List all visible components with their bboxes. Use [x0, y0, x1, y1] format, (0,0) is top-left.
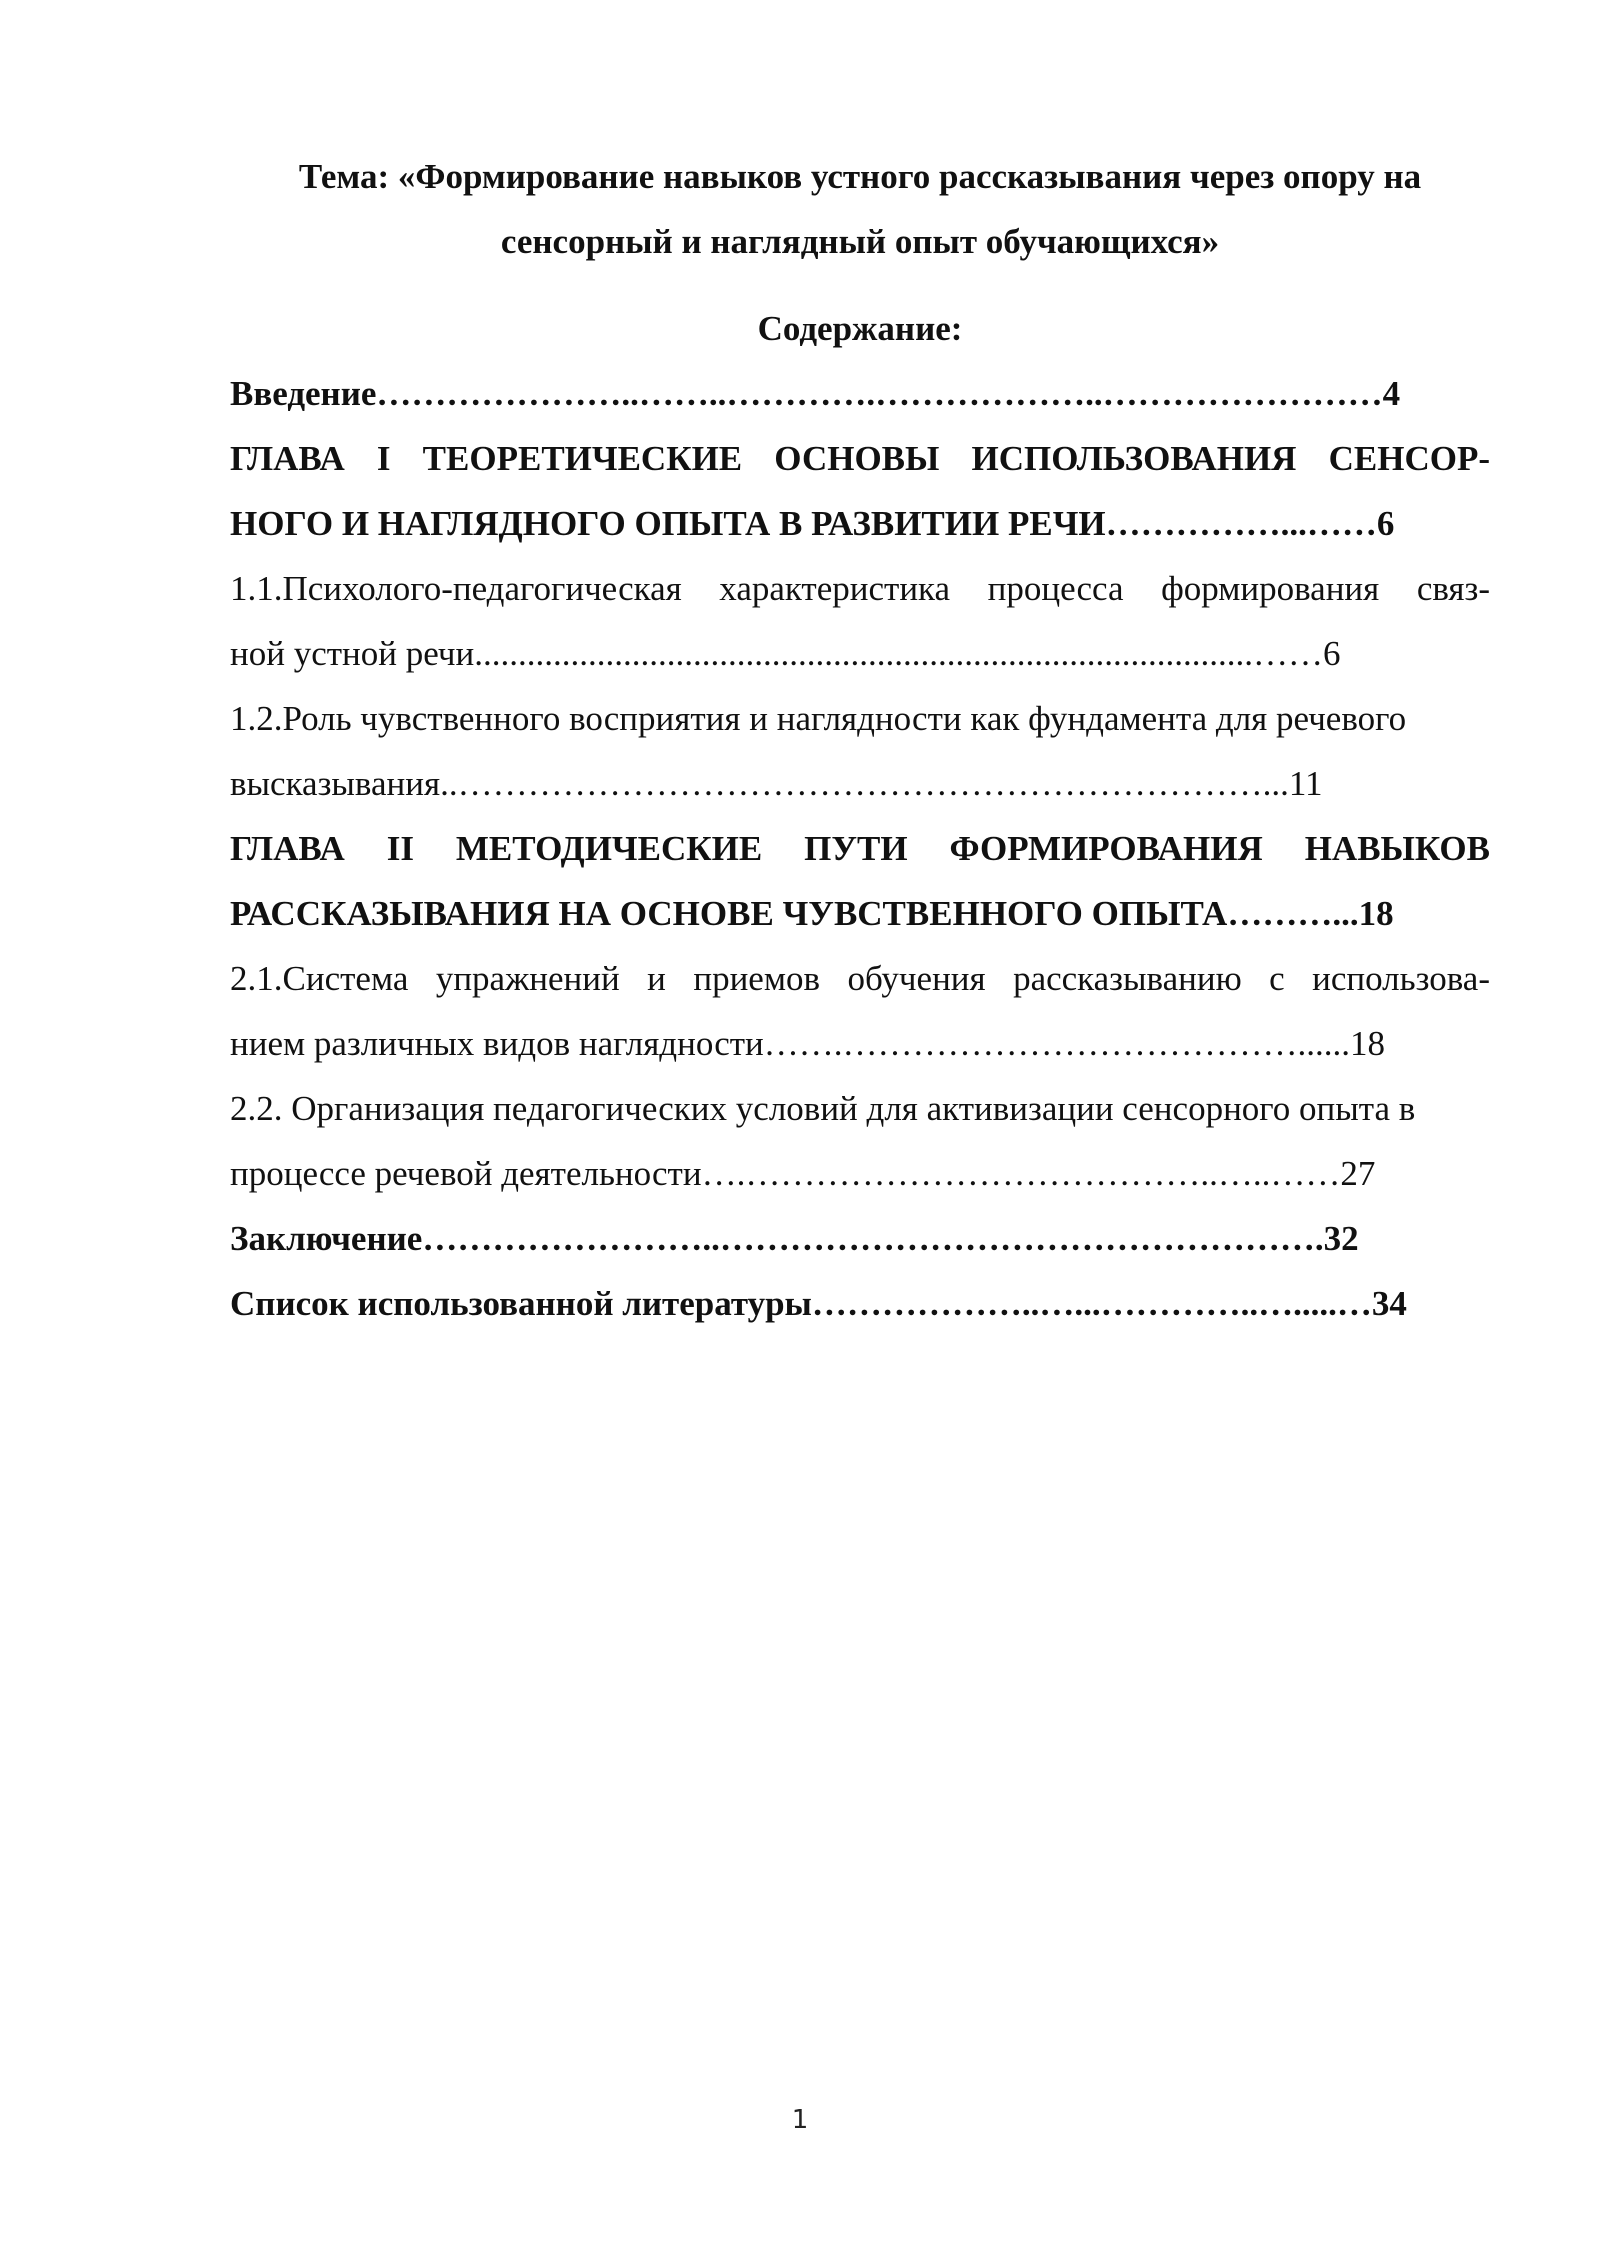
toc-entry-introduction: Введение…………………..……..………….………………..……………………4	[230, 374, 1401, 413]
toc-entry-section-2-1-line-2: нием различных видов наглядности…….…………………………………......18	[230, 1024, 1386, 1063]
toc-entry-chapter-2-line-2: РАССКАЗЫВАНИЯ НА ОСНОВЕ ЧУВСТВЕННОГО ОПЫТА………...18	[230, 894, 1394, 933]
document-topic	[230, 144, 1490, 274]
topic-line-2: сенсорный и наглядный опыт обучающихся»	[500, 222, 1220, 261]
toc-entry-section-2-2-line-2: процессе речевой деятельности….…………………………………..…..……27	[230, 1154, 1376, 1193]
toc-heading: Содержание:	[757, 309, 963, 348]
toc-entry-bibliography: Список использованной литературы………………..…...…………..….....…34	[230, 1284, 1407, 1323]
table-of-contents	[230, 361, 1490, 1336]
toc-entry-section-1-1-line-1: 1.1.Психолого-педагогическая характеристика процесса формирования связ-	[230, 569, 1490, 608]
toc-entry-section-2-1-line-1: 2.1.Система упражнений и приемов обучения рассказыванию с использова-	[230, 959, 1490, 998]
toc-entry-chapter-1-line-1: ГЛАВА I ТЕОРЕТИЧЕСКИЕ ОСНОВЫ ИСПОЛЬЗОВАНИЯ СЕНСОР-	[230, 439, 1490, 478]
toc-entry-chapter-1-line-2: НОГО И НАГЛЯДНОГО ОПЫТА В РАЗВИТИИ РЕЧИ……………...……6	[230, 504, 1395, 543]
toc-entry-section-2-2-line-1: 2.2. Организация педагогических условий для активизации сенсорного опыта в	[230, 1089, 1416, 1128]
page-number: 1	[791, 2105, 809, 2135]
toc-entry-section-1-2-line-2: высказывания..……………………………………………………………...11	[230, 764, 1323, 803]
toc-entry-chapter-2-line-1: ГЛАВА II МЕТОДИЧЕСКИЕ ПУТИ ФОРМИРОВАНИЯ НАВЫКОВ	[230, 829, 1490, 868]
toc-entry-section-1-2-line-1: 1.2.Роль чувственного восприятия и наглядности как фундамента для речевого	[230, 699, 1407, 738]
topic-line-1: Тема: «Формирование навыков устного рассказывания через опору на	[298, 157, 1422, 196]
toc-entry-conclusion: Заключение……………………..…………………………………………….32	[230, 1219, 1359, 1258]
toc-entry-section-1-1-line-2: ной устной речи.........................................................................................……6	[230, 634, 1341, 673]
